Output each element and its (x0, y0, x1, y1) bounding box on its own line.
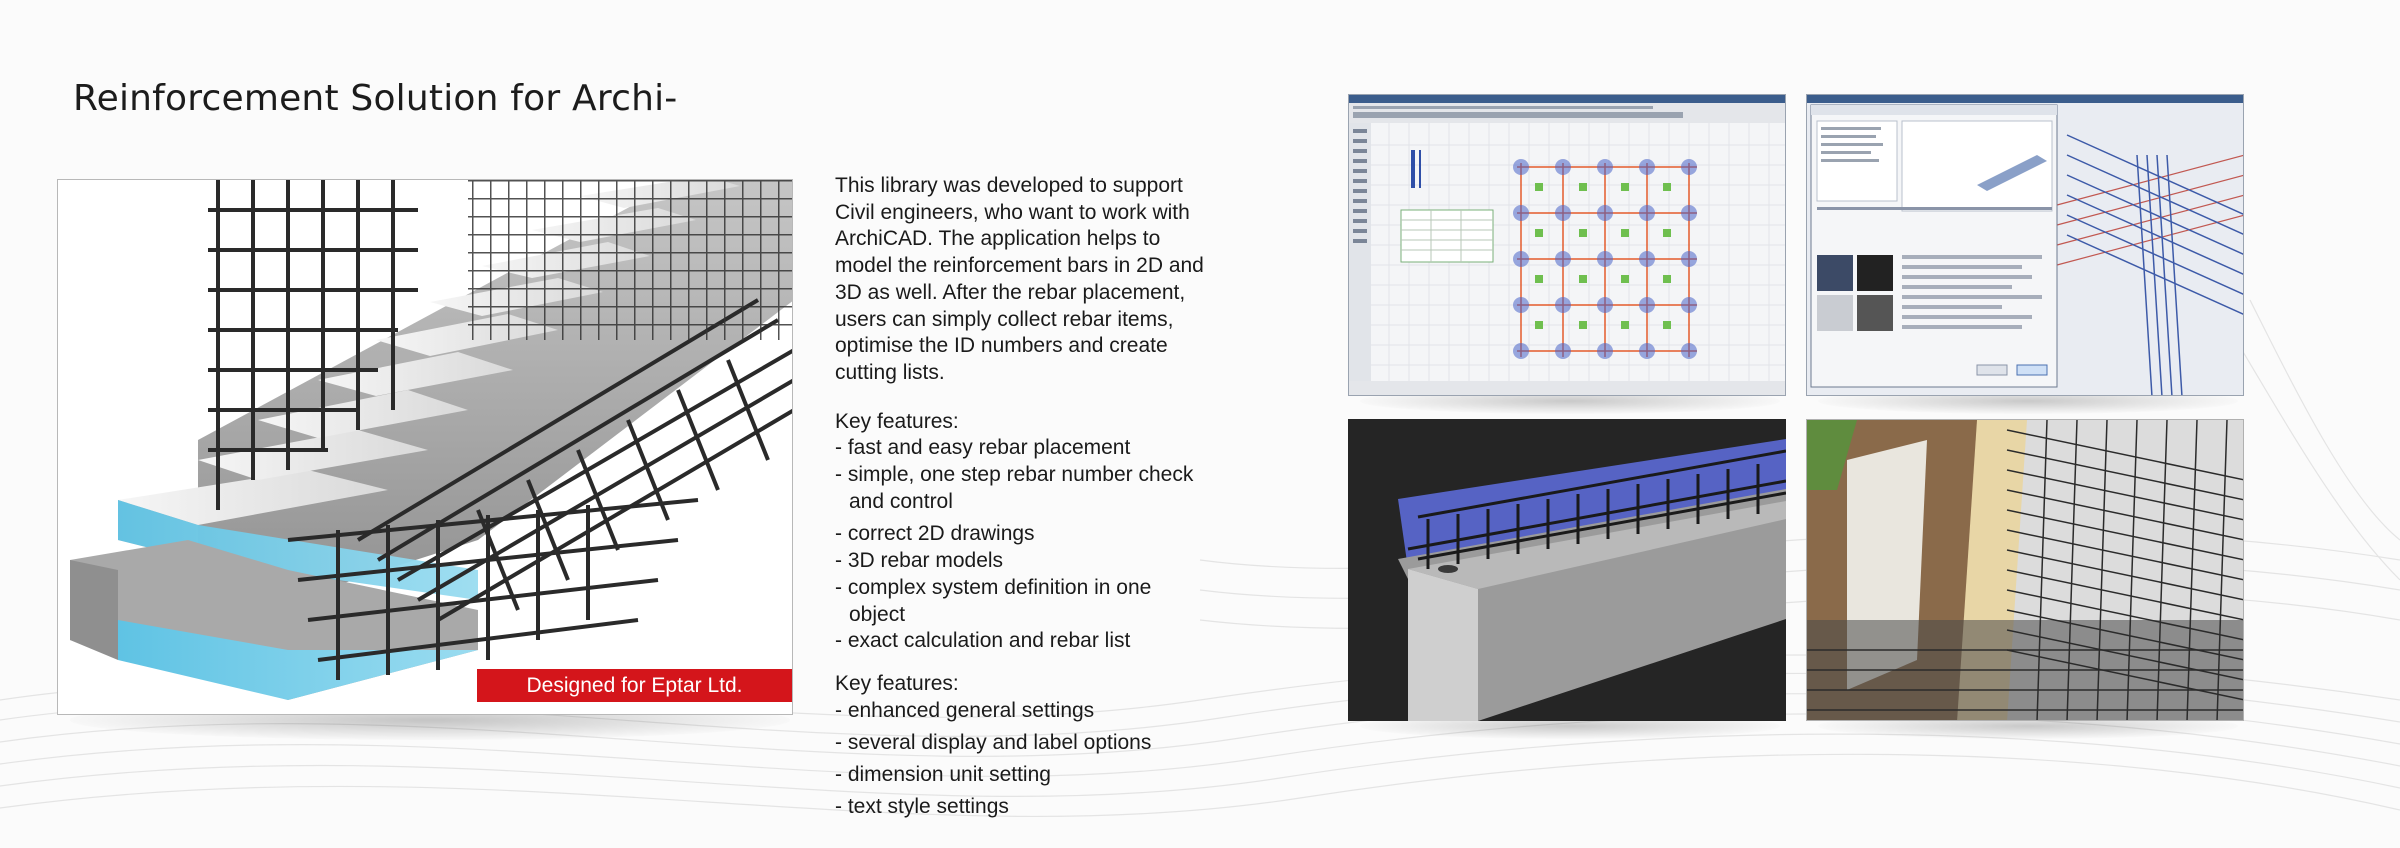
features-1-title: Key features: (835, 409, 959, 433)
floor-plan-screenshot (1348, 94, 1786, 396)
features-1-item: - complex system definition in one object (835, 575, 1152, 626)
features-2-item: - dimension unit setting (835, 763, 1051, 787)
features-2-item: - several display and label options (835, 730, 1152, 754)
slab-rebar-render (1806, 419, 2244, 721)
features-2-item: - text style settings (835, 795, 1009, 819)
beam-rebar-render (1348, 419, 1786, 721)
intro-paragraph: This library was developed to support Civil engineers, who want to work with ArchiCAD. The application helps to model the reinforcement bars in 2D and 3D as well. After the rebar placement, users can simply collect rebar items, optimise the ID numbers and create cutting lists. (835, 174, 1204, 384)
features-1-item: - correct 2D drawings (835, 522, 1035, 546)
features-1-list (835, 435, 1205, 655)
features-2-list (835, 698, 1205, 821)
features-1-item: - exact calculation and rebar list (835, 629, 1131, 653)
features-1-item: - fast and easy rebar placement (835, 436, 1131, 460)
features-2-item: - enhanced general settings (835, 698, 1095, 722)
features-1-item: - simple, one step rebar number check and control (835, 463, 1194, 513)
stair-rebar-illustration (58, 180, 793, 715)
settings-dialog-screenshot (1806, 94, 2244, 396)
designed-for-badge: Designed for Eptar Ltd. (477, 669, 792, 702)
description-block (835, 173, 1205, 826)
page-title: Reinforcement Solution for Archi- (73, 78, 678, 119)
main-stair-rebar-image (57, 179, 793, 715)
features-2-title: Key features: (835, 671, 959, 695)
features-1-item: - 3D rebar models (835, 549, 1004, 573)
